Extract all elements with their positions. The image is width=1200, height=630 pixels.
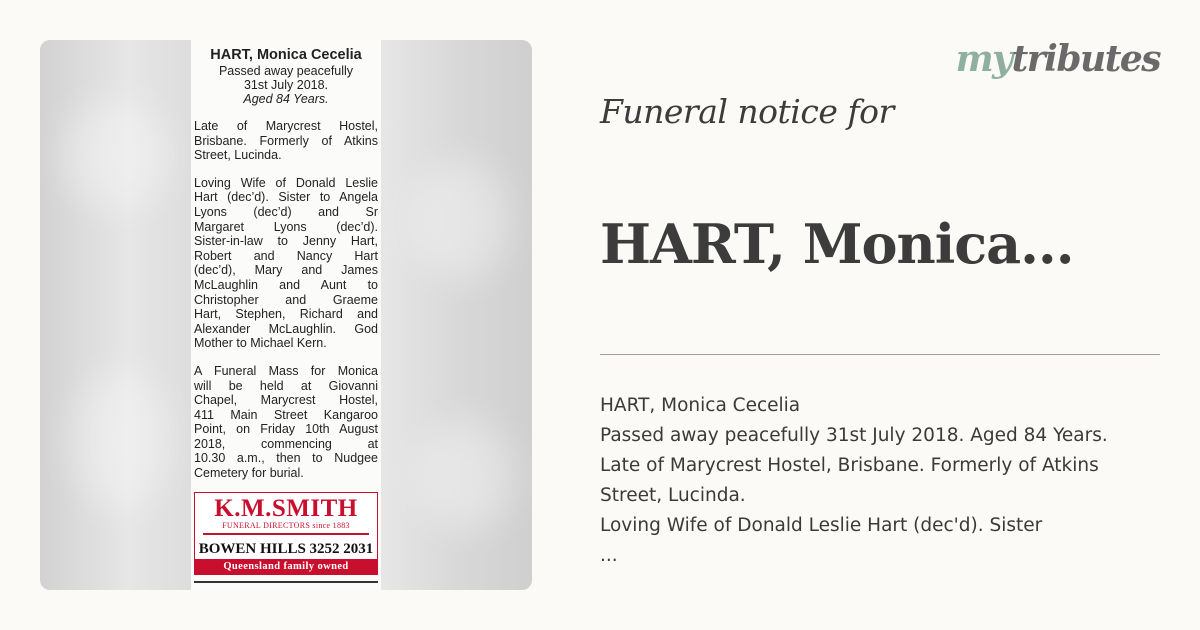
clipping-name: HART, Monica Cecelia (210, 47, 362, 63)
clipping-passed: Passed away peacefully (218, 64, 354, 78)
page-heading: Funeral notice for (600, 92, 894, 131)
clipping-line: Street, Lucinda. (194, 148, 282, 163)
summary-line: Loving Wife of Donald Leslie Hart (dec'd). Sister (600, 515, 1043, 536)
clipping-line: (dec’d), Mary and James (194, 263, 378, 278)
clipping-line: 411 Main Street Kangaroo (194, 407, 378, 422)
clipping-line: Chapel, Marycrest Hostel, (194, 393, 378, 408)
clipping-line: Christopher and Graeme (194, 292, 378, 307)
notice-summary (600, 391, 1160, 571)
clipping-line: Cemetery for burial. (194, 466, 304, 481)
clipping-line: Margaret Lyons (dec’d). (194, 219, 378, 234)
clipping-line: Sister-in-law to Jenny Hart, (194, 234, 378, 249)
clipping-line: Hart, Stephen, Richard and (194, 307, 378, 322)
background-blur (415, 420, 515, 530)
notice-image (40, 40, 532, 590)
summary-line: Street, Lucinda. (600, 485, 746, 506)
clipping-family (194, 176, 378, 351)
mytributes-logo[interactable] (956, 38, 1160, 80)
funeral-director-ad (194, 492, 378, 575)
clipping-line: Mother to Michael Kern. (194, 336, 327, 351)
clipping-line: Robert and Nancy Hart (194, 248, 378, 263)
logo-tributes: tributes (1011, 38, 1160, 80)
clipping-line: A Funeral Mass for Monica (194, 363, 378, 378)
ad-subtitle: FUNERAL DIRECTORS since 1883 (203, 521, 369, 535)
clipping-line: Loving Wife of Donald Leslie (194, 175, 378, 190)
clipping-line: Alexander McLaughlin. God (194, 321, 378, 336)
clipping-line: will be held at Giovanni (194, 378, 378, 393)
divider (600, 354, 1160, 355)
deceased-name-title: HART, Monica... (600, 212, 1074, 276)
clipping-line: Late of Marycrest Hostel, (194, 119, 378, 133)
clipping-line: 10.30 a.m., then to Nudgee (194, 451, 378, 466)
clipping-bottom-rule (194, 581, 378, 583)
clipping-line: Point, on Friday 10th August (194, 422, 378, 437)
summary-line: Late of Marycrest Hostel, Brisbane. Formerly of Atkins (600, 455, 1099, 476)
clipping-date: 31st July 2018. (243, 78, 329, 92)
newspaper-clipping (191, 40, 381, 590)
summary-line: Passed away peacefully 31st July 2018. Aged 84 Years. (600, 425, 1108, 446)
clipping-line: Lyons (dec’d) and Sr (194, 204, 378, 219)
summary-line: HART, Monica Cecelia (600, 395, 801, 416)
logo-my: my (955, 38, 1012, 80)
summary-ellipsis: ... (600, 545, 618, 566)
ad-phone: BOWEN HILLS 3252 2031 (198, 540, 374, 557)
ad-title: K.M.SMITH (214, 494, 358, 522)
clipping-residence (194, 119, 378, 163)
background-blur (410, 160, 510, 280)
clipping-line: McLaughlin and Aunt to (194, 277, 378, 292)
ad-tagline: Queensland family owned (195, 559, 377, 574)
background-blur (60, 100, 170, 210)
clipping-line: Brisbane. Formerly of Atkins (194, 133, 378, 148)
clipping-aged: Aged 84 Years. (243, 92, 329, 106)
clipping-line: 2018, commencing at (194, 436, 378, 451)
clipping-line: Hart (dec’d). Sister to Angela (194, 190, 378, 205)
background-blur (70, 370, 170, 510)
clipping-service (194, 364, 378, 481)
